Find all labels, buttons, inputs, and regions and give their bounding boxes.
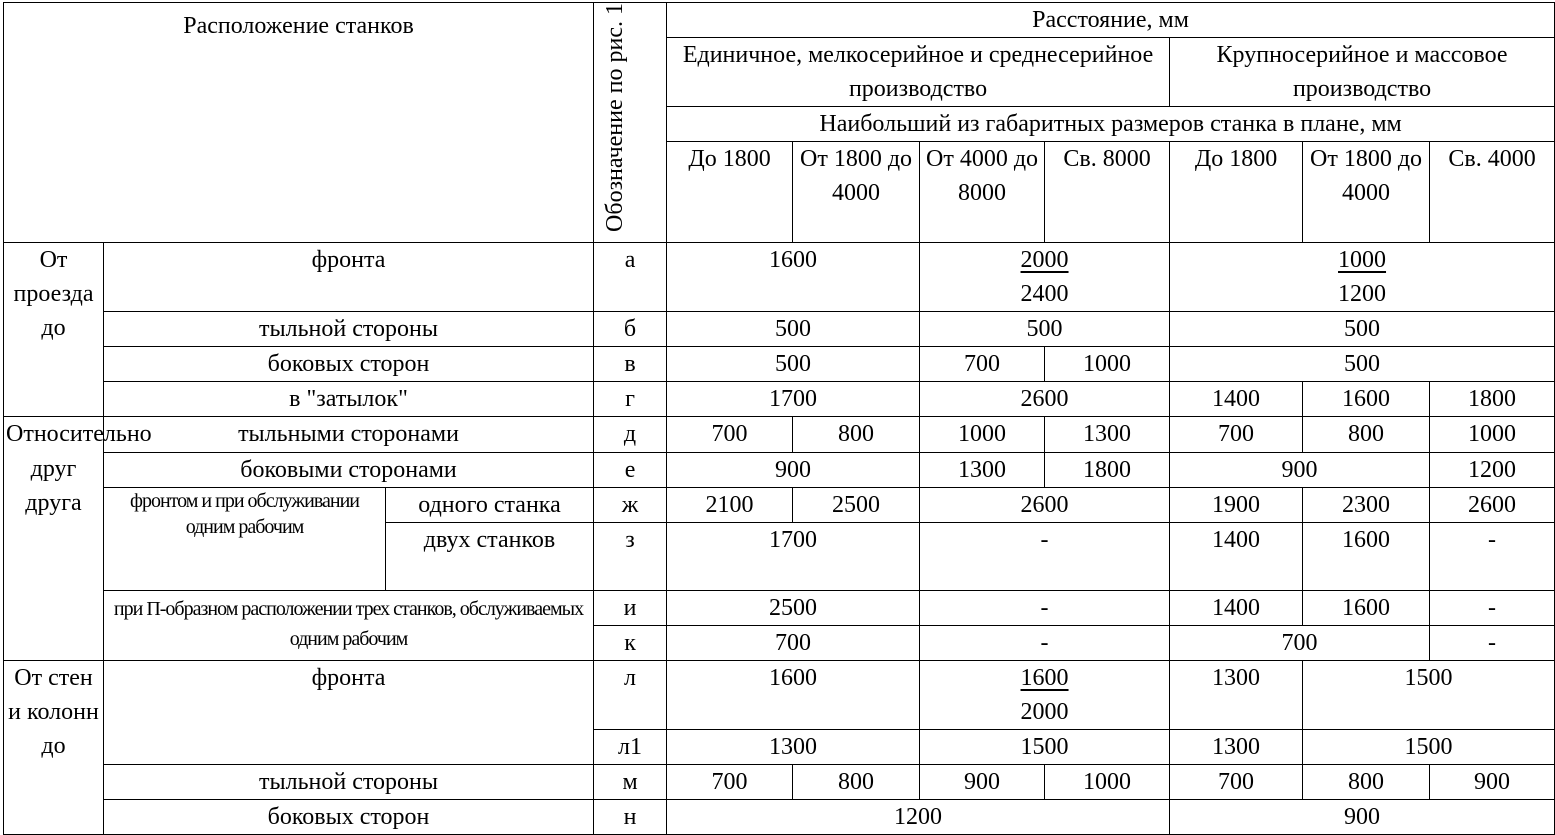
group-from-walls: От стен и колонн до (4, 660, 104, 834)
header-col-c4: Св. 8000 (1045, 142, 1170, 243)
row-code: ж (594, 487, 667, 522)
row-sublabel: двух станков (386, 522, 594, 590)
cell-value: - (920, 590, 1170, 625)
row-label-front-single-worker: фронтом и при обслуживании одним рабочим (104, 487, 386, 590)
row-code: к (594, 625, 667, 660)
row-code: б (594, 312, 667, 347)
row-label-u-shape: при П-образном расположении трех станков, обслуживаемых одним рабочим (104, 590, 594, 660)
cell-value: 1000 (920, 417, 1045, 452)
header-col-c3: От 4000 до 8000 (920, 142, 1045, 243)
cell-value-fraction (920, 660, 1170, 729)
machine-distance-table (3, 2, 1555, 835)
cell-value: 2600 (920, 487, 1170, 522)
cell-value: 700 (1170, 765, 1303, 800)
cell-value: 1400 (1170, 590, 1303, 625)
row-code: и (594, 590, 667, 625)
cell-value: 1300 (1045, 417, 1170, 452)
cell-value: 800 (793, 417, 920, 452)
cell-value: 1800 (1430, 382, 1555, 417)
cell-value: 700 (920, 347, 1045, 382)
cell-value: 900 (667, 452, 920, 487)
cell-value: 1300 (920, 452, 1045, 487)
cell-value: - (1430, 590, 1555, 625)
cell-value: 2500 (793, 487, 920, 522)
cell-value: 500 (1170, 347, 1555, 382)
row-code: г (594, 382, 667, 417)
row-code: л (594, 660, 667, 729)
cell-value: 2300 (1303, 487, 1430, 522)
cell-value-fraction (1170, 243, 1555, 312)
row-label: фронта (104, 660, 594, 764)
cell-value: 1500 (1303, 729, 1555, 764)
cell-value: 700 (1170, 625, 1430, 660)
cell-value: 1600 (1303, 590, 1430, 625)
header-col-c2: От 1800 до 4000 (793, 142, 920, 243)
cell-value: 800 (1303, 765, 1430, 800)
cell-value: 1500 (1303, 660, 1555, 729)
cell-value: 1600 (667, 243, 920, 312)
cell-value: 1400 (1170, 522, 1303, 590)
row-label: в "затылок" (104, 382, 594, 417)
cell-value: 1700 (667, 382, 920, 417)
cell-value: 500 (1170, 312, 1555, 347)
header-location: Расположение станков (4, 3, 594, 243)
cell-value-fraction (920, 243, 1170, 312)
cell-value: 500 (667, 312, 920, 347)
row-code: е (594, 452, 667, 487)
cell-value: 1500 (920, 729, 1170, 764)
row-label: боковыми сторонами (104, 452, 594, 487)
cell-value: 2500 (667, 590, 920, 625)
cell-value: 1000 (1045, 765, 1170, 800)
cell-value: 1200 (1430, 452, 1555, 487)
fraction-denominator: 1200 (1338, 281, 1387, 308)
header-col-c6: От 1800 до 4000 (1303, 142, 1430, 243)
row-code: в (594, 347, 667, 382)
header-col-c7: Св. 4000 (1430, 142, 1555, 243)
cell-value: 1200 (667, 800, 1170, 835)
cell-value: - (920, 625, 1170, 660)
cell-value: 1300 (1170, 660, 1303, 729)
header-designation (594, 3, 667, 243)
cell-value: 800 (793, 765, 920, 800)
cell-value: 800 (1303, 417, 1430, 452)
header-col-c5: До 1800 (1170, 142, 1303, 243)
cell-value: 900 (1170, 452, 1430, 487)
fraction-numerator: 1600 (1020, 664, 1069, 691)
row-code: м (594, 765, 667, 800)
cell-value: - (920, 522, 1170, 590)
row-code: д (594, 417, 667, 452)
cell-value: 700 (667, 417, 793, 452)
cell-value: 900 (1170, 800, 1555, 835)
cell-value: 700 (667, 765, 793, 800)
cell-value: 1300 (667, 729, 920, 764)
header-group2: Крупносерийное и массовое производство (1170, 38, 1555, 107)
header-size-caption: Наибольший из габаритных размеров станка в плане, мм (667, 107, 1555, 142)
cell-value: 1000 (1430, 417, 1555, 452)
row-label: тыльными сторонами (104, 417, 594, 452)
cell-value: 500 (920, 312, 1170, 347)
cell-value: - (1430, 522, 1555, 590)
cell-value: 500 (667, 347, 920, 382)
row-label: боковых сторон (104, 800, 594, 835)
row-code: з (594, 522, 667, 590)
group-from-passage: От проезда до (4, 243, 104, 417)
row-label: фронта (104, 243, 594, 312)
cell-value: 2100 (667, 487, 793, 522)
row-sublabel: одного станка (386, 487, 594, 522)
cell-value: 700 (667, 625, 920, 660)
cell-value: 700 (1170, 417, 1303, 452)
cell-value: 1300 (1170, 729, 1303, 764)
header-group1: Единичное, мелкосерийное и среднесерийное производство (667, 38, 1170, 107)
row-label: тыльной стороны (104, 312, 594, 347)
cell-value: 900 (920, 765, 1045, 800)
cell-value: 1600 (667, 660, 920, 729)
fraction-numerator: 1000 (1338, 247, 1387, 274)
cell-value: 1600 (1303, 382, 1430, 417)
fraction-numerator: 2000 (1020, 247, 1069, 274)
cell-value: 1000 (1045, 347, 1170, 382)
cell-value: - (1430, 625, 1555, 660)
row-code: л1 (594, 729, 667, 764)
cell-value: 1400 (1170, 382, 1303, 417)
cell-value: 1900 (1170, 487, 1303, 522)
cell-value: 2600 (1430, 487, 1555, 522)
cell-value: 1700 (667, 522, 920, 590)
header-distance: Расстояние, мм (667, 3, 1555, 38)
row-label: тыльной стороны (104, 765, 594, 800)
cell-value: 900 (1430, 765, 1555, 800)
cell-value: 2600 (920, 382, 1170, 417)
group-relative: Относительно друг друга (4, 417, 104, 660)
row-code: н (594, 800, 667, 835)
header-designation-text: Обозначение по рис. 1 (602, 3, 629, 232)
fraction-denominator: 2400 (1020, 281, 1069, 308)
row-label: боковых сторон (104, 347, 594, 382)
fraction-denominator: 2000 (1020, 698, 1069, 725)
cell-value: 1600 (1303, 522, 1430, 590)
row-code: а (594, 243, 667, 312)
cell-value: 1800 (1045, 452, 1170, 487)
header-col-c1: До 1800 (667, 142, 793, 243)
